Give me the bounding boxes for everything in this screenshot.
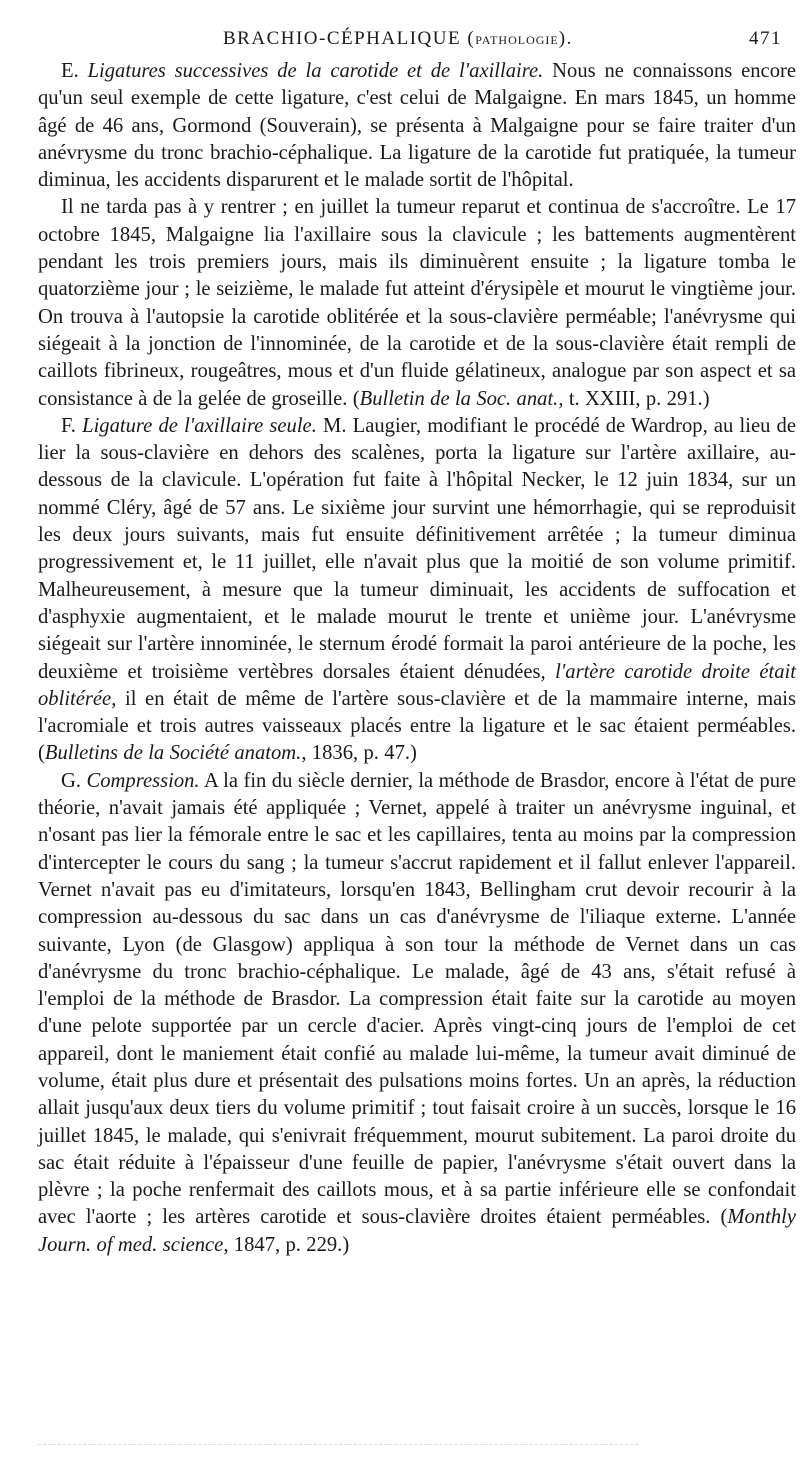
running-title-end: ).	[558, 28, 573, 49]
section-label: G.	[61, 769, 82, 792]
citation-tail: , t. XXIII, p. 291.)	[558, 387, 710, 410]
running-head	[38, 28, 796, 58]
paragraph-text: il en était de même de l'artère sous-clavière et de la mammaire interne, mais l'acromiale et trois autres vaisseaux placés entre la ligature et le sac étaient perméables.	[38, 687, 796, 738]
paragraph-continuation: Il ne tarda pas à y rentrer ; en juillet la tumeur reparut et continua de s'accroître. Le 17 octobre 1845, Malgaigne lia l'axillaire sous la clavicule ; les battements augmentèrent pendant les trois premiers jours, mais ils diminuèrent ensuite ; la ligature tomba le quatorzième jour ; le seizième, le malade fut atteint d'érysipèle et mourut le vingtième jour. On trouva à l'autopsie la carotide oblitérée et la sous-clavière perméable; l'anévrysme qui siégeait à la jonction de l'innominée, de la carotide et de la sous-clavière était rempli de caillots fibrineux, rougeâtres, mous et d'un fluide gélatineux, analogue par son aspect et sa consistance à de la gelée de groseille. (Bulletin de la Soc. anat., t. XXIII, p. 291.)	[38, 196, 796, 410]
section-label: E.	[61, 60, 79, 82]
paragraph-text: Nous ne connaissons encore qu'un seul exemple de cette ligature, c'est celui de Malgaigne. En mars 1845, un homme âgé de 46 ans, Gormond (Souverain), se présenta à Malgaigne pour se faire traiter d'un anévrysme du tronc brachio-céphalique. La ligature de la carotide fut pratiquée, la tumeur diminua, les accidents disparurent et le malade sortit de l'hôpital.	[38, 60, 796, 192]
section-heading: Ligature de l'axillaire seule.	[82, 414, 317, 437]
paragraph-section-e	[38, 58, 796, 194]
citation-title: Bulletin de la Soc. anat.	[359, 387, 559, 410]
section-label: F.	[61, 414, 76, 437]
paragraph-text: A la fin du siècle dernier, la méthode de Brasdor, encore à l'état de pure théorie, n'avait jamais été appliquée ; Vernet, appelé à traiter un anévrysme inguinal, et n'osant pas lier la fémorale entre le sac et les capillaires, tenta au moins par la compression d'intercepter le cours du sang ; la tumeur s'accrut rapidement et il fallut enlever l'appareil. Vernet n'avait pas eu d'imitateurs, lorsqu'en 1843, Bellingham crut devoir recourir à la compression au-dessous du sac dans un cas d'anévrysme de l'iliaque externe. L'année suivante, Lyon (de Glasgow) appliqua à son tour la méthode de Vernet dans un cas d'anévrysme du tronc brachio-céphalique. Le malade, âgé de 43 ans, s'était refusé à l'emploi de la méthode de Brasdor. La compression était faite sur la carotide au moyen d'une pelote supportée par un cercle d'acier. Après vingt-cinq jours de l'emploi de cet appareil, dont le maniement était confié au malade lui-même, la tumeur avait diminué de volume, était plus dure et présentait des pulsations moins fortes. Un an après, la réduction allait jusqu'aux deux tiers du volume primitif ; tout faisait croire à un succès, lorsque le 16 juillet 1845, le malade, qui s'enivrait fréquemment, mourut subitement. La paroi droite du sac était réduite à l'épaisseur d'une feuille de papier, l'anévrysme s'était ouvert dans la plèvre ; la poche renfermait des caillots mous, et à sa partie inférieure elle se confondait avec l'aorte ; les artères carotide et sous-clavière droites étaient perméables.	[38, 769, 796, 1229]
body-text	[38, 58, 796, 1259]
citation-tail: , 1847, p. 229.)	[223, 1233, 350, 1256]
citation-title: Monthly Journ. of med. science	[38, 1206, 796, 1256]
citation-tail: , 1836, p. 47.)	[301, 742, 417, 765]
section-heading: Ligatures successives de la carotide et de l'axillaire.	[87, 60, 544, 82]
document-page	[38, 28, 796, 1259]
section-heading: Compression.	[86, 769, 200, 792]
paragraph-text: Il ne tarda pas à y rentrer ; en juillet la tumeur reparut et continua de s'accroître. Le 17 octobre 1845, Malgaigne lia l'axillaire sous la clavicule ; les battements augmentèrent pendant les trois premiers jours, mais ils diminuèrent ensuite ; la ligature tomba le quatorzième jour ; le seizième, le malade fut atteint d'érysipèle et mourut le vingtième jour. On trouva à l'autopsie la carotide oblitérée et la sous-clavière perméable; l'anévrysme qui siégeait à la jonction de l'innominée, de la carotide et de la sous-clavière était rempli de caillots fibrineux, rougeâtres, mous et d'un fluide gélatineux, analogue par son aspect et sa consistance à de la gelée de groseille.	[38, 196, 796, 410]
emphasized-text: l'artère carotide droite était oblitérée,	[38, 660, 796, 710]
paragraph-section-f: F. Ligature de l'axillaire seule. M. Laugier, modifiant le procédé de Wardrop, au lieu de lier la sous-clavière en dehors des scalènes, porta la ligature sur l'artère axillaire, au-dessous de la clavicule. L'opération fut faite à l'hôpital Necker, le 12 juin 1834, sur un nommé Cléry, âgé de 57 ans. Le sixième jour survint une hémorrhagie, qui se reproduisit les deux jours suivants, mais fut ensuite définitivement arrêtée ; la tumeur diminua progressivement et, le 11 juillet, elle n'avait plus que la moitié de son volume primitif. Malheureusement, à mesure que la tumeur diminuait, les accidents de suffocation et d'asphyxie augmentaient, et le malade mourut le trente et unième jour. L'anévrysme siégeait sur l'artère innominée, le sternum érodé formait la paroi antérieure de la poche, les deuxième et troisième vertèbres dorsales étaient dénudées, l'artère carotide droite était oblitérée, il en était de même de l'artère sous-clavière et de la mammaire interne, mais l'acromiale et trois autres vaisseaux placés entre la ligature et le sac étaient perméables. (Bulletins de la Société anatom., 1836, p. 47.)	[38, 414, 796, 765]
paragraph-text: M. Laugier, modifiant le procédé de Wardrop, au lieu de lier la sous-clavière en dehors des scalènes, porta la ligature sur l'artère axillaire, au-dessous de la clavicule. L'opération fut faite à l'hôpital Necker, le 12 juin 1834, sur un nommé Cléry, âgé de 57 ans. Le sixième jour survint une hémorrhagie, qui se reproduisit les deux jours suivants, mais fut ensuite définitivement arrêtée ; la tumeur diminua progressivement et, le 11 juillet, elle n'avait plus que la moitié de son volume primitif. Malheureusement, à mesure que la tumeur diminuait, les accidents de suffocation et d'asphyxie augmentaient, et le malade mourut le trente et unième jour. L'anévrysme siégeait sur l'artère innominée, le sternum érodé formait la paroi antérieure de la poche, les deuxième et troisième vertèbres dorsales étaient dénudées,	[38, 414, 796, 683]
running-title-main: BRACHIO-CÉPHALIQUE (	[223, 28, 476, 49]
page-number: 471	[749, 28, 782, 49]
citation-title: Bulletins de la Société anatom.	[44, 742, 302, 765]
footer-rule	[38, 1444, 638, 1451]
running-title	[223, 28, 573, 50]
paragraph-section-g: G. Compression. A la fin du siècle dernier, la méthode de Brasdor, encore à l'état de pure théorie, n'avait jamais été appliquée ; Vernet, appelé à traiter un anévrysme inguinal, et n'osant pas lier la fémorale entre le sac et les capillaires, tenta au moins par la compression d'intercepter le cours du sang ; la tumeur s'accrut rapidement et il fallut enlever l'appareil. Vernet n'avait pas eu d'imitateurs, lorsqu'en 1843, Bellingham crut devoir recourir à la compression au-dessous du sac dans un cas d'anévrysme de l'iliaque externe. L'année suivante, Lyon (de Glasgow) appliqua à son tour la méthode de Vernet dans un cas d'anévrysme du tronc brachio-céphalique. Le malade, âgé de 43 ans, s'était refusé à l'emploi de la méthode de Brasdor. La compression était faite sur la carotide au moyen d'une pelote supportée par un cercle d'acier. Après vingt-cinq jours de l'emploi de cet appareil, dont le maniement était confié au malade lui-même, la tumeur avait diminué de volume, était plus dure et présentait des pulsations moins fortes. Un an après, la réduction allait jusqu'aux deux tiers du volume primitif ; tout faisait croire à un succès, lorsque le 16 juillet 1845, le malade, qui s'enivrait fréquemment, mourut subitement. La paroi droite du sac était réduite à l'épaisseur d'une feuille de papier, l'anévrysme s'était ouvert dans la plèvre ; la poche renfermait des caillots mous, et à sa partie inférieure elle se confondait avec l'aorte ; les artères carotide et sous-clavière droites étaient perméables. (Monthly Journ. of med. science, 1847, p. 229.)	[38, 769, 796, 1256]
running-title-section: PATHOLOGIE	[475, 33, 559, 47]
